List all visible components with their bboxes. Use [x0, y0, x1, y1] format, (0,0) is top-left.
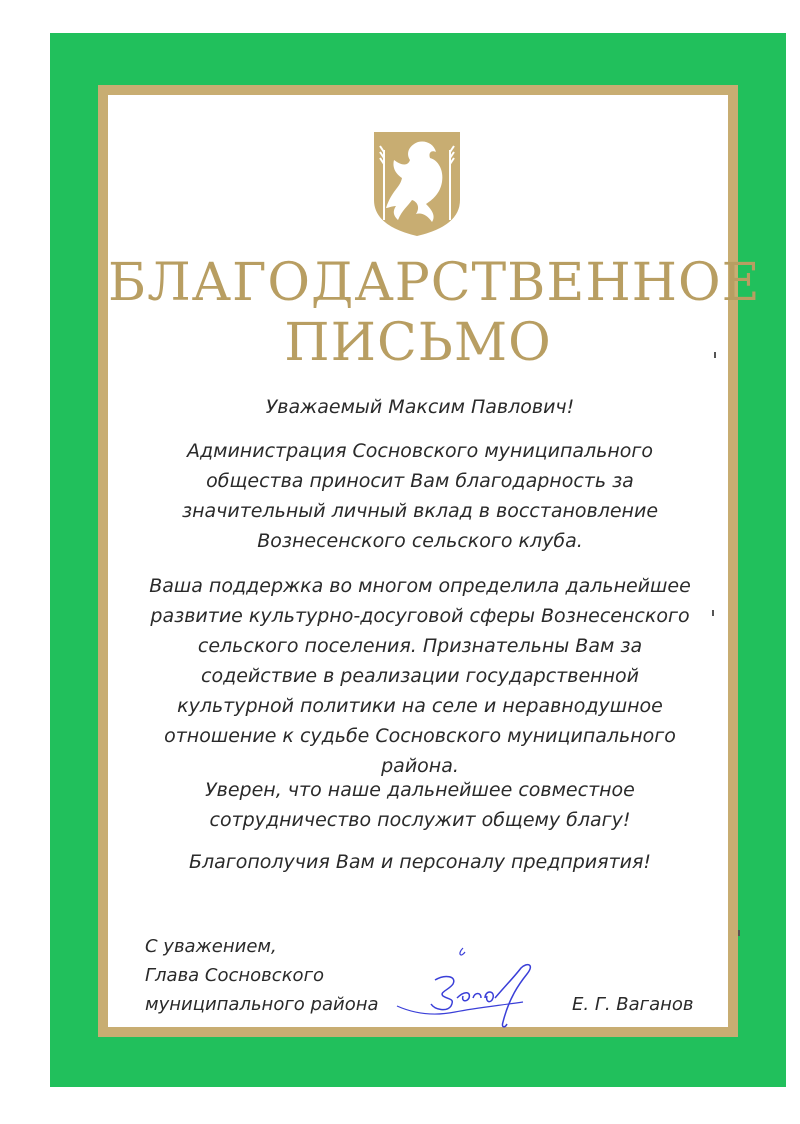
signer-name: Е. Г. Ваганов	[572, 994, 694, 1015]
signature-block	[145, 932, 405, 1019]
title-line-2: ПИСЬМО	[284, 313, 552, 373]
sign-off: С уважением,	[145, 936, 277, 957]
signer-title-line-2: муниципального района	[145, 994, 379, 1015]
greeting: Уважаемый Максим Павлович!	[265, 396, 575, 418]
scan-speck	[712, 610, 714, 616]
signer-title-line-1: Глава Сосновского	[145, 965, 325, 986]
handwritten-signature	[395, 940, 555, 1035]
horse-coat-of-arms-icon	[372, 130, 462, 238]
scan-speck	[738, 930, 740, 936]
paragraph-support: Ваша поддержка во многом определила дальнейшее развитие культурно-досуговой сферы Вознесенского сельского поселения. Признательны Вам за содействие в реализации государственной культурной политики на селе и неравнодушное отношение к судьбе Сосновского муниципального района.	[149, 575, 691, 777]
paragraph-cooperation: Уверен, что наше дальнейшее совместное сотрудничество послужит общему благу!	[205, 779, 635, 831]
paragraph-gratitude: Администрация Сосновского муниципального общества приносит Вам благодарность за значительный личный вклад в восстановление Вознесенского сельского клуба.	[181, 440, 659, 552]
scan-speck	[714, 352, 716, 358]
title-line-1: БЛАГОДАРСТВЕННОЕ	[108, 253, 761, 313]
paragraph-wishes: Благополучия Вам и персоналу предприятия!	[188, 851, 652, 873]
